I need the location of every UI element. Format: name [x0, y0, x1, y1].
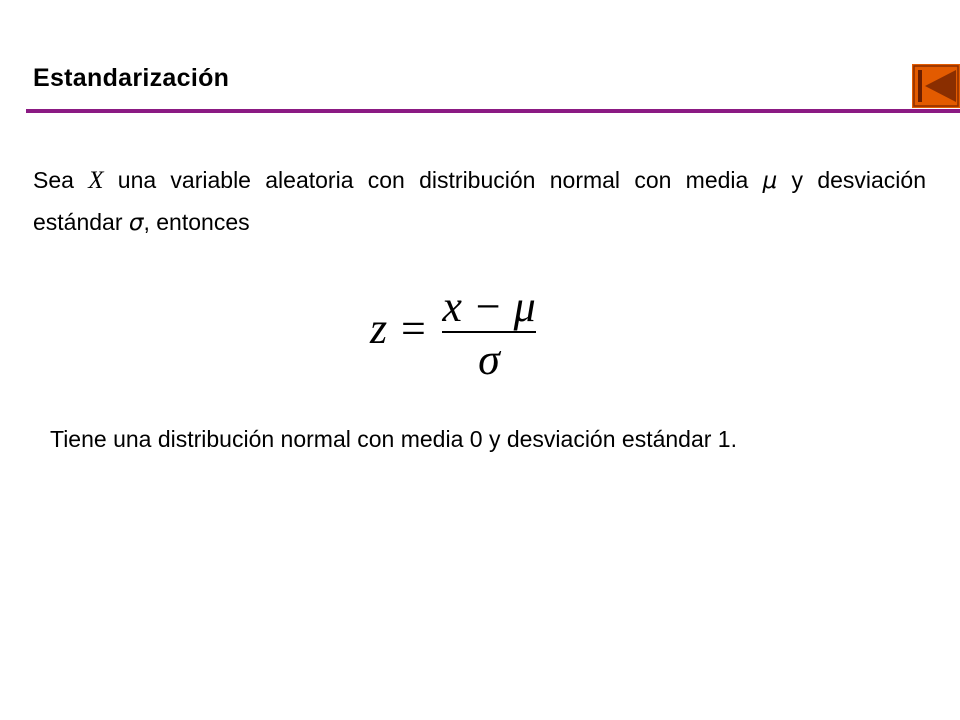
standardization-formula: [370, 282, 550, 385]
first-slide-button[interactable]: [912, 64, 960, 108]
intro-text-3: y desviación estándar: [33, 167, 927, 235]
formula-equals: =: [401, 304, 426, 353]
intro-text-2: una variable aleatoria con distribución normal con media: [103, 167, 763, 193]
sigma-symbol: σ: [128, 210, 144, 236]
formula-numerator: x − μ: [442, 282, 536, 331]
fraction-bar: [442, 331, 536, 333]
intro-text-1: Sea: [33, 167, 89, 193]
mu-symbol: μ: [762, 168, 778, 194]
conclusion-text: Tiene una distribución normal con media 0 y desviación estándar 1.: [50, 426, 737, 452]
intro-paragraph: [33, 160, 926, 244]
slide-title: Estandarización: [33, 64, 230, 92]
formula-denominator: σ: [478, 335, 500, 384]
variable-x: X: [88, 167, 104, 194]
formula-lhs: z: [370, 304, 388, 353]
title-divider: [26, 109, 960, 113]
first-slide-icon: [912, 64, 960, 108]
intro-text-4: , entonces: [143, 209, 250, 235]
